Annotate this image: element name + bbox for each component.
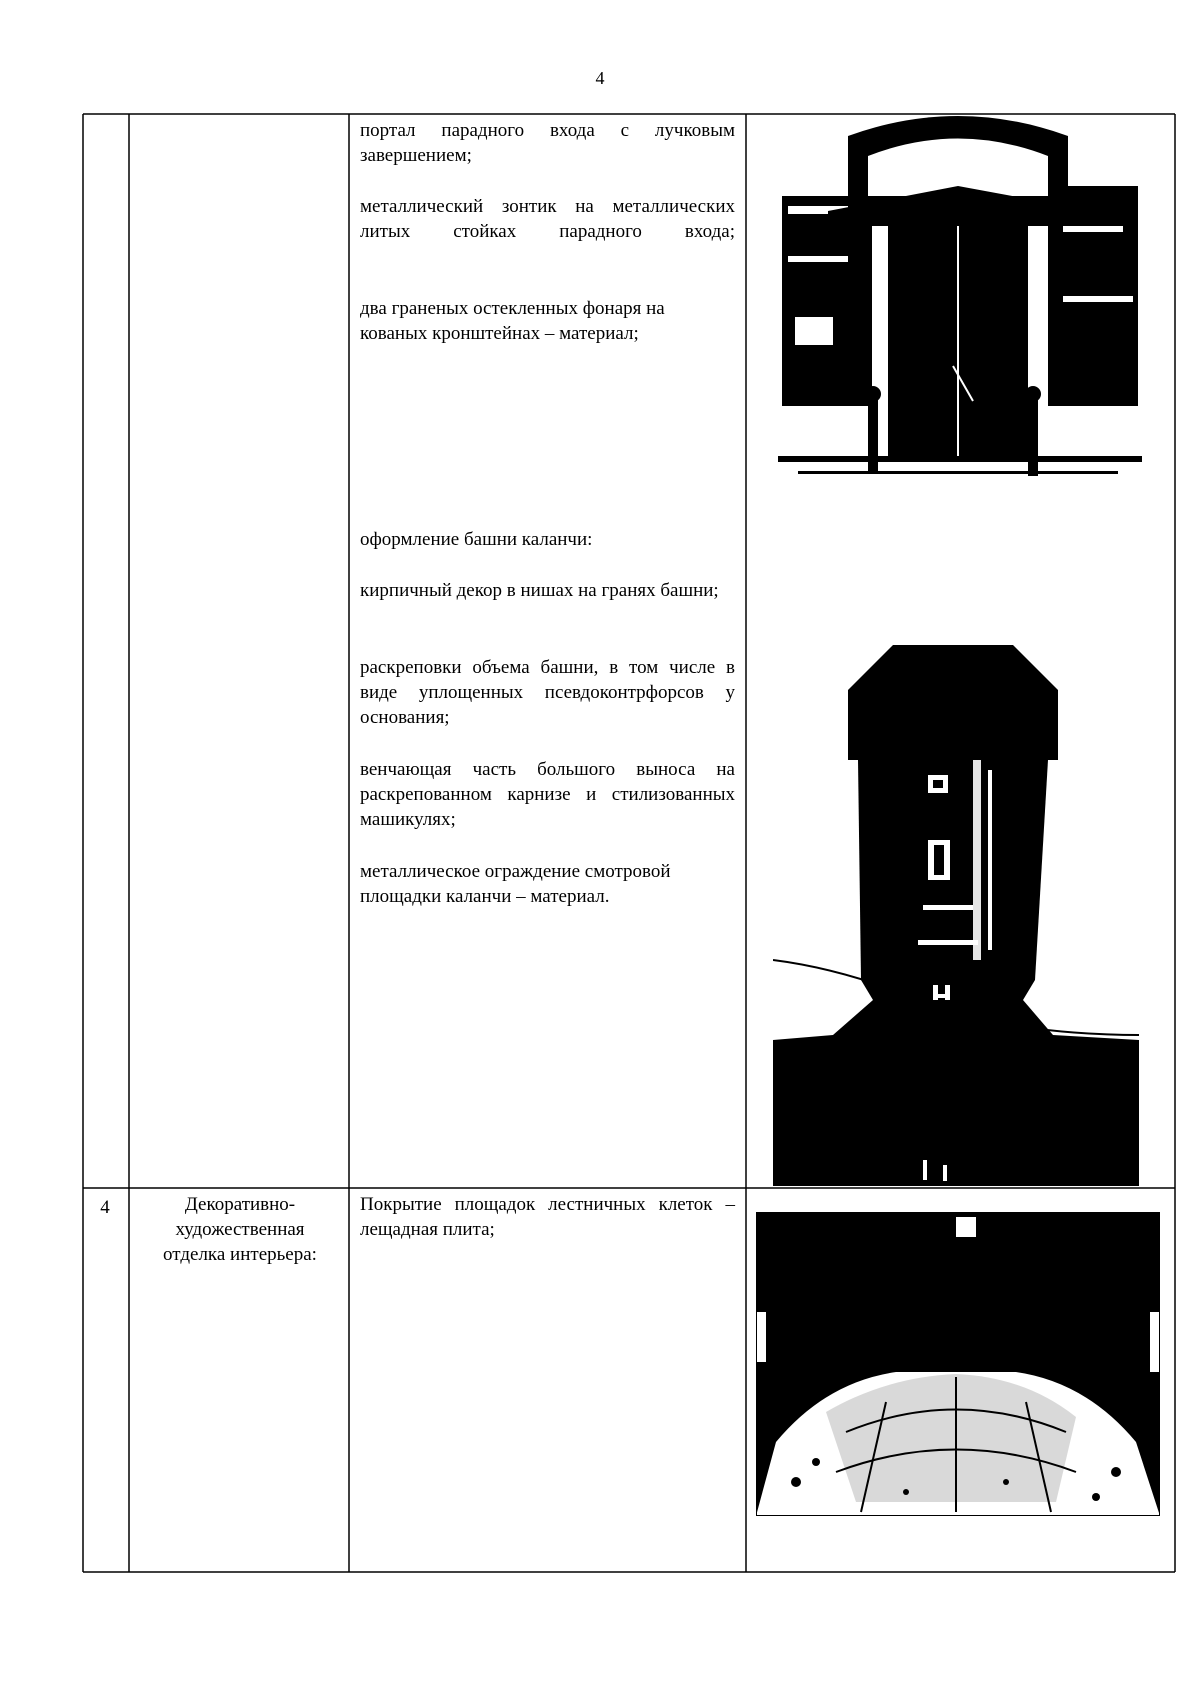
paragraph-cornice: венчающая часть большого выноса на раскрепованном карнизе и стилизованных машикулях; — [360, 759, 735, 830]
paragraph-buttresses: раскреповки объема башни, в том числе в виде уплощенных псевдоконтрфорсов у основания; — [360, 657, 735, 728]
paragraph-portal: портал парадного входа с лучковым завершением; — [360, 120, 735, 166]
page-number: 4 — [595, 68, 605, 88]
stair-landing-photo — [756, 1212, 1160, 1516]
row-number: 4 — [100, 1197, 110, 1218]
row-4-description: Покрытие площадок лестничных клеток – лещадная плита; — [360, 1194, 735, 1240]
paragraph-lanterns: два граненых остекленных фонаря на кованых кронштейнах – материал; — [360, 298, 665, 344]
entrance-photo — [778, 116, 1142, 486]
tower-heading: оформление башни каланчи: — [360, 529, 593, 550]
tower-photo — [773, 640, 1139, 1186]
paragraph-brick-decor: кирпичный декор в нишах на гранях башни; — [360, 580, 719, 601]
paragraph-railing: металлическое ограждение смотровой площадки каланчи – материал. — [360, 861, 671, 907]
paragraph-canopy: металлический зонтик на металлических литых стойках парадного входа; — [360, 196, 735, 242]
row-4-name: Декоративно-художественная отделка интерьера: — [163, 1194, 317, 1265]
